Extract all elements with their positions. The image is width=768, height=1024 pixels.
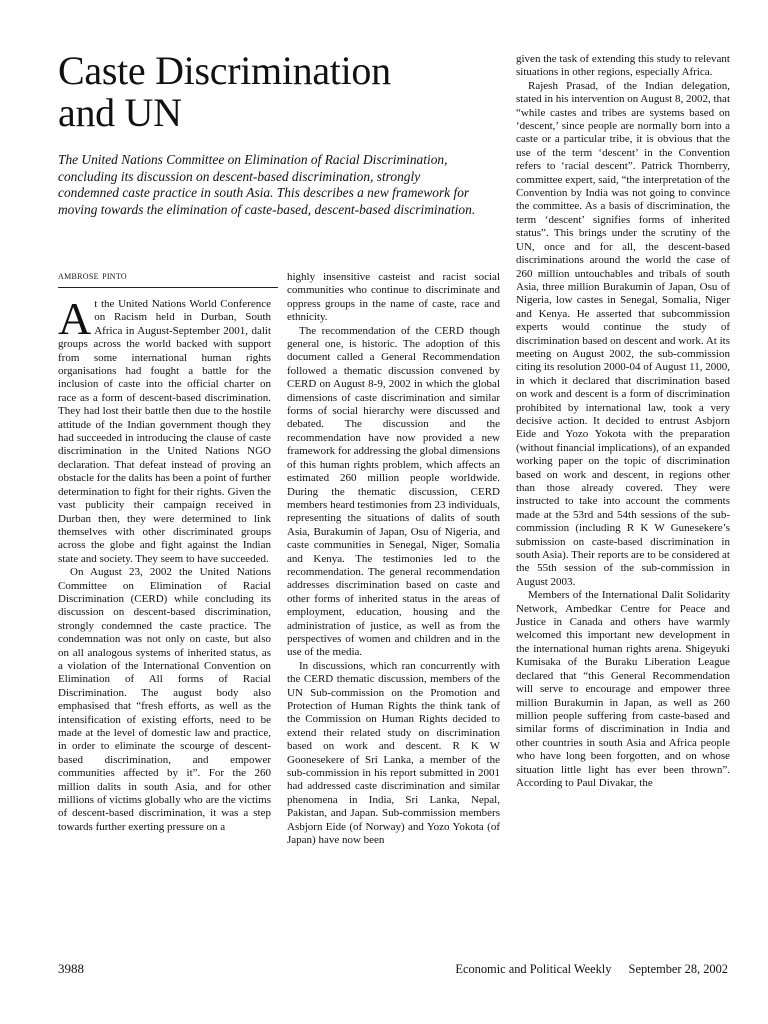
- issue-date: September 28, 2002: [628, 962, 728, 976]
- journal-name: Economic and Political Weekly: [455, 962, 612, 976]
- drop-cap: A: [58, 293, 92, 344]
- author-byline: ambrose pinto: [58, 268, 127, 282]
- title-line-1: Caste Discrimination: [58, 48, 391, 93]
- paragraph: Rajesh Prasad, of the Indian delegation, stated in his intervention on August 8, 2002, that “while castes and tribes are systems based on ‘descent,’ since people are normally born into a caste or a particular tribe, it is obvious that the use of the term ‘descent’ in the Convention refers to ‘racial descent”. Patrick Thornberry, committee expert, said, “the interpretation of the Convention by India was not going to convince the committee. As a basis of discrimination, the term ‘descent’ signifies forms of inherited status”. This brings under the scrutiny of the UN, once and for all, the descent-based discriminations around the world the case of 260 million untouchables and tribals of south Asia, three million Burakumin of Japan, Osu of Nigeria, low castes in Senegal, Somalia, Niger and Kenya. He asserted that subcommission experts would continue the study of discrimination based on descent and work. At its meeting on August 2002, the sub-commission citing its resolution 2000-04 of August 11, 2000, in which it declared that discrimination based on work and descent is a form of discrimination prohibited by international law, took a very decisive action. It decided to entrust Asbjorn Eide and Yozo Yokota with the preparation (without financial implications), of an expanded working paper on the topic of discrimination based on work and descent, in regions other than those already covered. They were instructed to take into account the comments made at the 53rd and 54th sessions of the sub-commission (including R K W Gunesekere’s submission on caste-based discrimination in south Asia). Their reports are to be considered at the 55th session of the sub-commission in August 2003.: [516, 79, 730, 588]
- article-title: [58, 50, 478, 134]
- body-column-1: [58, 293, 271, 834]
- paragraph: On August 23, 2002 the United Nations Committee on Elimination of Racial Discrimination (CERD) while concluding its discussion on descent-based discrimination, strongly condemned the caste practice. The condemnation was not only on caste, but also on all analogous systems of inherited status, as a violation of the International Convention on Elimination of All forms of Racial Discrimination. The august body also emphasised that “fresh efforts, as well as the intensification of existing efforts, need to be made at the level of domestic law and practice, in order to eliminate the scourge of descent-based discrimination, and empower communities affected by it”. For the 260 million dalits in south Asia, and for other millions of victims globally who are the victims of descent-based discrimination, it was a step towards further exerting pressure on a: [58, 566, 271, 833]
- body-column-3: [516, 53, 730, 790]
- paragraph: Members of the International Dalit Solidarity Network, Ambedkar Centre for Peace and Justice in Canada and others have warmly welcomed this important new development in the international human rights arena. Shigeyuki Kumisaka of the Buraku Liberation League declared that “this General Recommendation will serve to encourage and empower three million Burakumin in Japan, as well as 260 million people suffering from caste-based and similar forms of discrimination in India and other countries in south Asia and Africa people who have long been forgotten, and on whose situation little light has ever been thrown”. According to Paul Divakar, the: [516, 589, 730, 789]
- journal-footer: [455, 962, 728, 977]
- paragraph: [58, 293, 271, 566]
- author-rule: [58, 287, 278, 288]
- paragraph: In discussions, which ran concurrently with the CERD thematic discussion, members of the UN Sub-commission on the Promotion and Protection of Human Rights the think tank of the Commission on Human Rights decided to extend their related study on discrimination based on work and descent. R K W Goonesekere of Sri Lanka, a member of the sub-commission in his report submitted in 2001 had addressed caste discrimination and similar phenomena in India, Sri Lanka, Nepal, Pakistan, and Japan. Sub-commission members Asbjorn Eide (of Norway) and Yozo Yokota (of Japan) have now been: [287, 659, 500, 847]
- paragraph: The recommendation of the CERD though general one, is historic. The adoption of this document called a General Recommendation followed a thematic discussion convened by CERD on August 8-9, 2002 in which the global dimensions of caste discrimination and similar forms of social hierarchy were discussed and debated. The discussion and the recommendation have now provided a new framework for addressing the global dimensions of this human rights problem, which affects an estimated 260 million people worldwide. During the thematic discussion, CERD members heard testimonies from 23 individuals, representing the situations of dalits of south Asia, Burakumin of Japan, Osu of Nigeria, and caste communities in Senegal, Niger, Somalia and Kenya. The testimonies led to the recommendation. The general recommendation addresses discrimination based on caste and other forms of inherited status in the areas of employment, education, housing and the administration of justice, as well as from the perspectives of women and children and in the use of the media.: [287, 324, 500, 659]
- body-column-2: [287, 271, 500, 847]
- paragraph: highly insensitive casteist and racist social communities who continue to discriminate and oppress groups in the name of caste, race and ethnicity.: [287, 271, 500, 324]
- page-number: 3988: [58, 961, 84, 976]
- paragraph: given the task of extending this study to relevant situations in other regions, especially Africa.: [516, 53, 730, 79]
- article-standfirst: The United Nations Committee on Elimination of Racial Discrimination, concluding its discussion on descent-based discrimination, strongly condemned caste practice in south Asia. This describes a new framework for moving towards the elimination of caste-based, descent-based discrimination.: [58, 152, 476, 217]
- title-line-2: and UN: [58, 90, 182, 135]
- paragraph-text: t the United Nations World Conference on Racism held in Durban, South Africa in August-September 2001, dalit groups across the world backed with support from some international human rights organisations had fought a battle for the inclusion of caste into the official charter on race as a form of descent-based discrimination. They had lost their battle then due to the hostile attitude of the Indian government though they had succeeded in introducing the clause of caste discrimination in the United Nations NGO declaration. That defeat instead of proving an obstacle for the dalits has been a point of further determination to fight for their rights. Given the vast publicity their campaign received in Durban then, they were determined to link themselves with other discriminated groups across the globe and fight against the Indian state and society. They seem to have succeeded.: [58, 298, 271, 565]
